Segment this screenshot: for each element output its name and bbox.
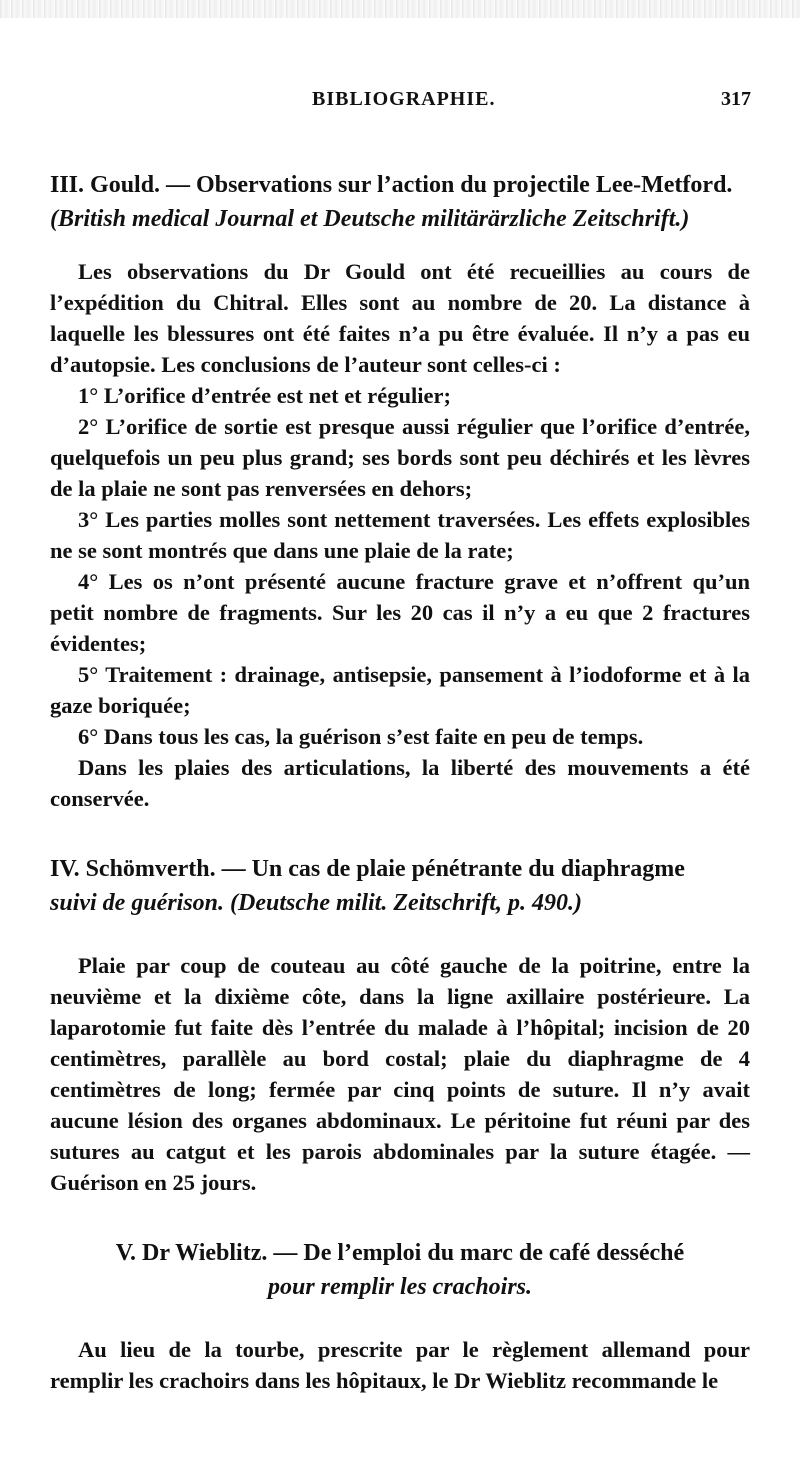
section-3-item-6: 6° Dans tous les cas, la guérison s’est faite en peu de temps. — [78, 724, 644, 749]
section-3-item-1: 1° L’orifice d’entrée est net et régulier; — [78, 383, 452, 408]
section-4-heading — [50, 852, 750, 920]
running-head-title: BIBLIOGRAPHIE. — [312, 88, 496, 110]
section-4-heading-line-2: suivi de guérison. (Deutsche milit. Zeitschrift, p. 490.) — [50, 890, 582, 916]
section-3-heading-line-1: III. Gould. — Observations sur l’action du projectile Lee-Metford. — [50, 172, 733, 198]
section-5-body: Au lieu de la tourbe, prescrite par le règlement allemand pour remplir les crachoirs dans les hôpitaux, le Dr Wieblitz recommande le — [50, 1337, 750, 1393]
section-4-heading-line-1: IV. Schömverth. — Un cas de plaie pénétrante du diaphragme — [50, 856, 685, 882]
section-3-item-2: 2° L’orifice de sortie est presque aussi régulier que l’orifice d’entrée, quelquefois un peu plus grand; ses bords sont peu déchirés et les lèvres de la plaie ne sont pas renversées en dehors; — [50, 414, 750, 501]
section-3-item-5: 5° Traitement : drainage, antisepsie, pansement à l’iodoforme et à la gaze boriquée; — [50, 662, 750, 718]
section-3-heading-line-2: (British medical Journal et Deutsche militärärzliche Zeitschrift.) — [50, 206, 690, 232]
section-5-heading-line-2: pour remplir les crachoirs. — [267, 1274, 533, 1300]
running-head — [0, 80, 800, 120]
page-body — [50, 168, 750, 1396]
section-4-body: Plaie par coup de couteau au côté gauche de la poitrine, entre la neuvième et la dixième côte, dans la ligne axillaire postérieure. La laparotomie fut faite dès l’entrée du malade à l’hôpital; incision de 20 centimètres, parallèle au bord costal; plaie du diaphragme de 4 centimètres de long; fermée par cinq points de suture. Il n’y avait aucune lésion des organes abdominaux. Le péritoine fut réuni par des sutures au catgut et les parois abdominales par la suture étagée. — Guérison en 25 jours. — [50, 953, 750, 1195]
section-3-closing: Dans les plaies des articulations, la liberté des mouvements a été conservée. — [50, 755, 750, 811]
section-3-item-3: 3° Les parties molles sont nettement traversées. Les effets explosibles ne se sont montrés que dans une plaie de la rate; — [50, 507, 750, 563]
section-5-heading-line-1: V. Dr Wieblitz. — De l’emploi du marc de café desséché — [115, 1240, 685, 1266]
page-number: 317 — [721, 88, 751, 110]
section-3-item-4: 4° Les os n’ont présenté aucune fracture grave et n’offrent qu’un petit nombre de fragments. Sur les 20 cas il n’y a eu que 2 fractures évidentes; — [50, 569, 750, 656]
section-5-heading — [50, 1236, 750, 1304]
section-3-heading — [50, 168, 750, 236]
scan-edge-noise — [0, 0, 800, 18]
section-3-intro: Les observations du Dr Gould ont été recueillies au cours de l’expédition du Chitral. Elles sont au nombre de 20. La distance à laquelle les blessures ont été faites n’a pu être évaluée. Il n’y a pas eu d’autopsie. Les conclusions de l’auteur sont celles-ci : — [50, 259, 750, 377]
